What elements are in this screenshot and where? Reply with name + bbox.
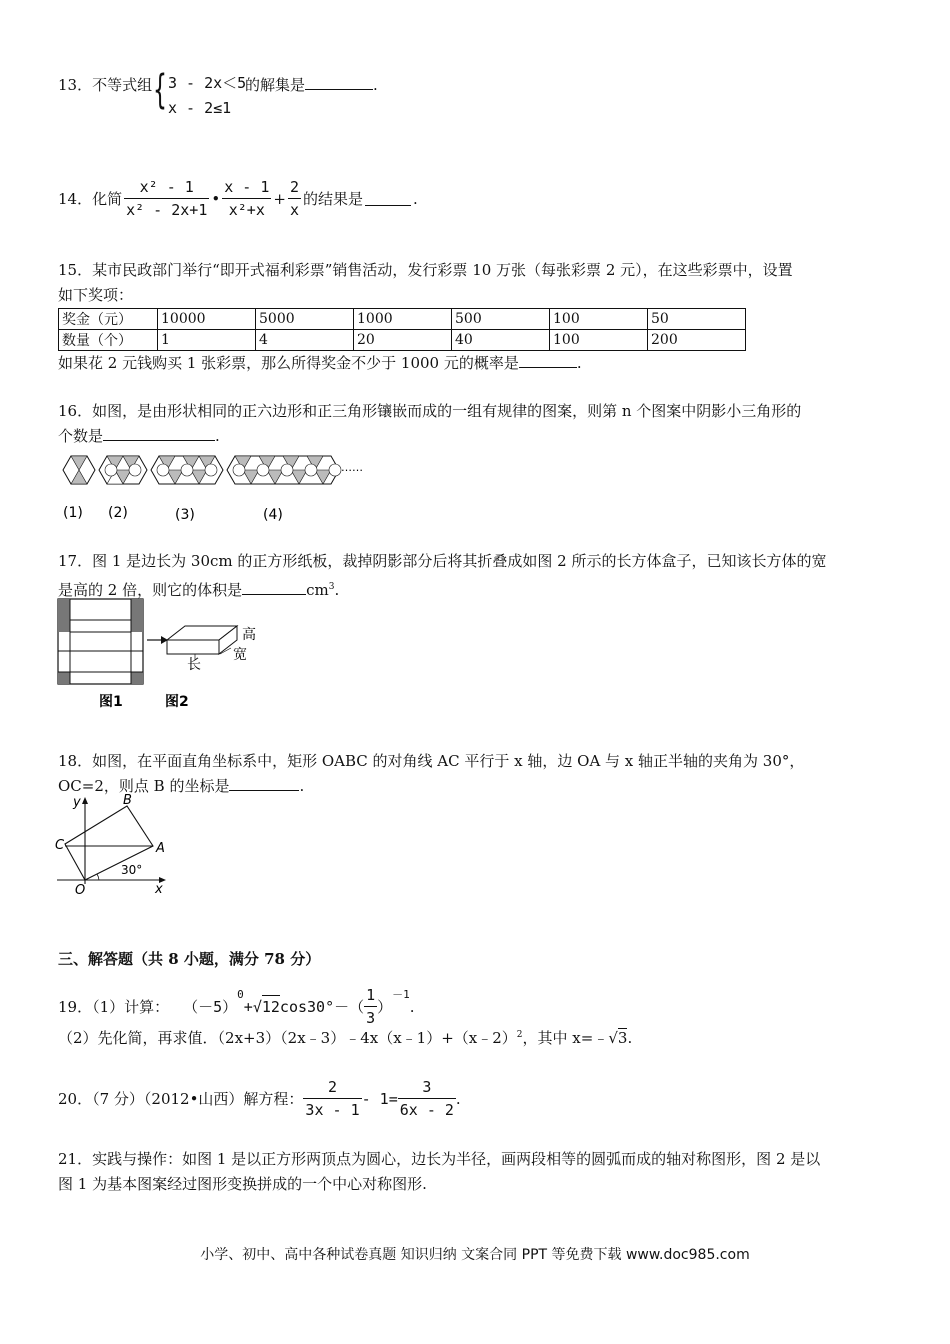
q17-answer-blank[interactable]: [242, 580, 306, 595]
prize-table: [58, 308, 746, 351]
q13-ineq-1: 3 - 2x＜5: [168, 74, 247, 92]
q16-line-2: 个数是 .: [58, 427, 220, 445]
q15-line-3: 如果花 2 元钱购买 1 张彩票，那么所得奖金不少于 1000 元的概率是 .: [58, 354, 582, 372]
table-row: 数量（个） 1 4 20 40 100 200: [59, 330, 746, 351]
q14-answer-blank[interactable]: [365, 191, 411, 206]
y-axis-arrow-icon: [82, 797, 88, 804]
sqrt-icon: √: [608, 1029, 618, 1047]
q21-line-1: 21．实践与操作：如图 1 是以正方形两顶点为圆心，边长为半径，画两段相等的圆弧而成的轴对称图形，图 2 是以: [58, 1150, 821, 1168]
figure-1-square: [58, 599, 143, 684]
figure-2-label: 图2: [165, 694, 189, 710]
q15-line-2: 如下奖项：: [58, 286, 134, 304]
q16-line-1: 16．如图，是由形状相同的正六边形和正三角形镶嵌而成的一组有规律的图案，则第 n 个图案中阴影小三角形的: [58, 402, 802, 420]
coordinate-rectangle-figure: [55, 794, 175, 900]
q14-fraction-2: $\frac{x - 1}{\text{x²+x}}$: [224, 178, 270, 219]
angle-arc: [97, 874, 99, 880]
figure-1-label: 图1: [99, 694, 123, 710]
height-label: 高: [242, 627, 256, 643]
question-20: 20．（7 分）（2012•山西）解方程： $\frac{2}{3x - 1}$ - 1= $\frac{3}{6x - 2}$ .: [58, 1078, 461, 1119]
q20-fraction-2: $\frac{3}{6x - 2}$: [399, 1078, 454, 1119]
page-footer: 小学、初中、高中各种试卷真题 知识归纳 文案合同 PPT 等免费下载 www.doc985.com: [200, 1247, 750, 1263]
q13-brace: {: [153, 67, 167, 113]
sqrt-icon: √: [252, 997, 262, 1016]
q13-tail: 的解集是 .: [245, 76, 378, 94]
point-a-label: A: [156, 841, 165, 856]
q20-fraction-1: $\frac{2}{3x - 1}$: [305, 1078, 360, 1119]
q18-line-2: OC=2，则点 B 的坐标是 .: [58, 777, 305, 795]
pattern-3: [151, 456, 223, 484]
q21-line-2: 图 1 为基本图案经过图形变换拼成的一个中心对称图形.: [58, 1175, 427, 1193]
pattern-1: [63, 456, 95, 484]
x-label: x: [155, 882, 163, 897]
q14-fraction-3: $\frac{2}{x}$: [289, 178, 299, 219]
pattern-label-3: (3): [175, 507, 195, 523]
box-net-figure: [55, 596, 275, 714]
pattern-label-4: (4): [263, 507, 283, 523]
question-13: [58, 74, 152, 96]
angle-label: 30°: [121, 863, 143, 877]
pattern-label-1: (1): [63, 505, 83, 521]
q16-answer-blank[interactable]: [103, 426, 215, 441]
hexagon-pattern-figure: [55, 443, 375, 528]
q15-line-1: 15．某市民政部门举行“即开式福利彩票”销售活动，发行彩票 10 万张（每张彩票 2 元），在这些彩票中，设置: [58, 261, 793, 279]
width-label: 宽: [233, 647, 247, 663]
q13-ineq-2: x - 2≤1: [168, 99, 232, 117]
table-row: 奖金（元） 10000 5000 1000 500 100 50: [59, 309, 746, 330]
section-3-heading: 三、解答题（共 8 小题，满分 78 分）: [58, 950, 321, 968]
question-14: 14．化简 $\frac{\text{x² - 1}}{\text{x² - 2x+1}}$ • $\frac{x - 1}{\text{x²+x}}$ + $\frac{2}{x}$ 的结果是 .: [58, 178, 418, 219]
q14-fraction-1: $\frac{\text{x² - 1}}{\text{x² - 2x+1}}$: [126, 178, 208, 219]
q19-fraction: $\frac{1}{3}$: [366, 986, 376, 1027]
q19-part-2: （2）先化简，再求值．（2x+3）（2x﹣3）﹣4x（x﹣1）+（x﹣2）$^2$，其中 x=﹣√3.: [58, 1029, 633, 1047]
point-c-label: C: [55, 838, 65, 853]
q19-part-1: 19．（1）计算： （－5） $^0$ + √ 12 cos30° －（ $\frac{1}{3}$ ） $^{-1}$ .: [58, 986, 415, 1027]
q14-number: 14．化简: [58, 189, 123, 208]
q13-number: 13．不等式组: [58, 76, 153, 94]
q17-line-2: 是高的 2 倍，则它的体积是 $cm^3$.: [58, 581, 340, 599]
pattern-4: [227, 456, 341, 484]
pattern-2: [99, 456, 147, 484]
q18-line-1: 18．如图，在平面直角坐标系中，矩形 OABC 的对角线 AC 平行于 x 轴，边 OA 与 x 轴正半轴的夹角为 30°，: [58, 752, 805, 770]
figure-2-box: [167, 626, 237, 660]
point-o-label: O: [75, 883, 86, 898]
q13-answer-blank[interactable]: [305, 75, 373, 90]
q15-answer-blank[interactable]: [519, 353, 577, 368]
point-b-label: B: [123, 794, 132, 808]
pattern-label-2: (2): [108, 505, 128, 521]
pattern-continuation-dots: ……: [341, 461, 363, 474]
y-label: y: [73, 795, 81, 810]
length-label: 长: [187, 657, 201, 673]
q18-answer-blank[interactable]: [229, 776, 299, 791]
q17-line-1: 17．图 1 是边长为 30cm 的正方形纸板，裁掉阴影部分后将其折叠成如图 2 所示的长方体盒子，已知该长方体的宽: [58, 552, 827, 570]
